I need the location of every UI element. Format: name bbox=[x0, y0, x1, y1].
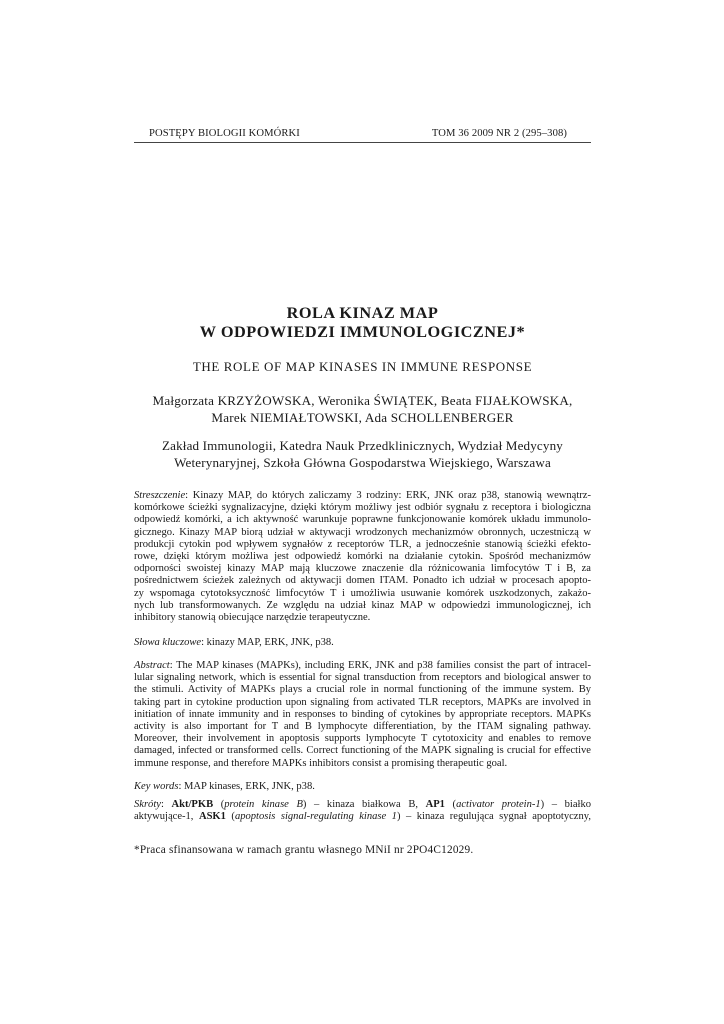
abstract-pl-line: rowe, dzięki którym możliwa jest odpowiedź komórki na działanie cytokin. Spośród mechanizmów bbox=[134, 550, 591, 562]
abstract-en-line: Moreover, their involvement in apoptosis supports lymphocyte T cytotoxicity and enables to remove bbox=[134, 733, 591, 745]
abstract-pl-label: Streszczenie bbox=[134, 490, 186, 501]
authors-line-1: Małgorzata KRZYŻOWSKA, Weronika ŚWIĄTEK, Beata FIJAŁKOWSKA, bbox=[152, 393, 573, 408]
abstract-en-label: Abstract bbox=[134, 660, 170, 671]
abstract-pl-line: gicznego. Kinazy MAP biorą udział w aktywacji wrodzonych mechanizmów obronnych, uczestniczą w bbox=[134, 526, 591, 538]
abbr-term: AP1 bbox=[425, 799, 445, 810]
abstract-pl-line: inhibitory stanowią obiecujące narzędzie terapeutyczne. bbox=[134, 611, 371, 623]
abbr-expansion: activator protein-1 bbox=[456, 799, 541, 810]
abstract-english bbox=[134, 660, 591, 770]
abbr-term: Akt/PKB bbox=[171, 799, 214, 810]
keywords-pl-text: : kinazy MAP, ERK, JNK, p38. bbox=[201, 637, 334, 648]
abbr-expansion: protein kinase B bbox=[224, 799, 303, 810]
abstract-en-line: immune response, and therefore MAPKs inhibitors consist a promising therapeutic goal. bbox=[134, 757, 508, 769]
abstract-en-line: the stimuli. Activity of MAPKs plays a crucial role in normal functioning of the immune system. By bbox=[134, 684, 591, 696]
abbreviations-line: aktywujące-1, ASK1 (apoptosis signal-regulating kinase 1) – kinaza regulująca sygnał apoptotyczny, bbox=[134, 811, 591, 823]
abstract-pl-line: Streszczenie: Kinazy MAP, do których zaliczamy 3 rodziny: ERK, JNK oraz p38, stanowią wewnątrz- bbox=[134, 490, 591, 501]
article-title bbox=[134, 303, 591, 341]
keywords-polish bbox=[134, 637, 591, 649]
abbr-expansion: apoptosis signal-regulating kinase 1 bbox=[234, 811, 397, 823]
abstract-pl-line: odporności swoistej kinazy MAP mają kluczowe znaczenie dla różnicowania limfocytów T i B, za bbox=[134, 563, 591, 575]
abstract-en-line: lular signaling network, which is essential for signal transduction from receptors and biological answer to bbox=[134, 672, 591, 684]
title-line-1: ROLA KINAZ MAP bbox=[286, 303, 439, 322]
volume-info: TOM 36 2009 NR 2 (295–308) bbox=[431, 128, 567, 139]
keywords-english bbox=[134, 781, 591, 793]
keywords-pl-label: Słowa kluczowe bbox=[134, 637, 202, 648]
abstract-en-line: Abstract: The MAP kinases (MAPKs), including ERK, JNK and p38 families consist the part of intracel- bbox=[134, 660, 591, 671]
affiliation bbox=[134, 437, 591, 471]
abstract-pl-line: komórkowe ścieżki sygnalizacyjne, dzięki którym możliwy jest odbiór sygnału z receptora i biologiczna bbox=[134, 502, 591, 514]
affiliation-line-1: Zakład Immunologii, Katedra Nauk Przedklinicznych, Wydział Medycyny bbox=[162, 438, 563, 453]
abbreviations bbox=[134, 799, 591, 823]
title-line-2: W ODPOWIEDZI IMMUNOLOGICZNEJ* bbox=[199, 322, 526, 341]
abstract-pl-line: pośrednictwem ścieżek zależnych od aktywacji domen ITAM. Ponadto ich udział w procesach apopto- bbox=[134, 575, 591, 587]
abstract-polish bbox=[134, 490, 591, 624]
funding-footnote: *Praca sfinansowana w ramach grantu własnego MNiI nr 2PO4C12029. bbox=[134, 844, 474, 856]
abstract-en-line: initiation of innate immunity and in responses to binding of cytokines by appropriate receptors. MAPKs bbox=[134, 708, 591, 720]
english-title: THE ROLE OF MAP KINASES IN IMMUNE RESPONSE bbox=[192, 359, 533, 374]
abbr-term: ASK1 bbox=[198, 811, 226, 823]
abstract-pl-line: odpowiedź komórki, a ich aktywność warunkuje poprawne funkcjonowanie komórek układu immunolo- bbox=[134, 514, 591, 526]
abstract-en-line: taking part in cytokine production upon signaling from activated TLR receptors, MAPKs are involved in bbox=[134, 696, 591, 708]
abstract-en-line: activity is also important for T and B lymphocyte differentiation, by the ITAM signaling pathway. bbox=[134, 720, 591, 732]
keywords-en-label: Key words bbox=[134, 781, 179, 792]
author-list bbox=[134, 393, 591, 426]
authors-line-2: Marek NIEMIAŁTOWSKI, Ada SCHOLLENBERGER bbox=[211, 409, 514, 425]
abstract-pl-line: zy wspomaga cytotoksyczność limfocytów T i umożliwia usuwanie komórek uszkodzonych, zakażo- bbox=[134, 587, 591, 599]
affiliation-line-2: Weterynaryjnej, Szkoła Główna Gospodarstwa Wiejskiego, Warszawa bbox=[174, 455, 551, 470]
abstract-en-line: damaged, infected or transformed cells. Correct functioning of the MAPK signaling is crucial for effective bbox=[134, 745, 591, 757]
keywords-en-text: : MAP kinases, ERK, JNK, p38. bbox=[178, 781, 315, 792]
header-rule bbox=[134, 142, 591, 143]
abbreviations-line: Skróty: Akt/PKB (protein kinase B) – kinaza białkowa B, AP1 (activator protein-1) – białko bbox=[134, 799, 591, 810]
journal-name: POSTĘPY BIOLOGII KOMÓRKI bbox=[149, 128, 300, 139]
abstract-pl-line: nych lub transformowanych. Ze względu na udział kinaz MAP w odpowiedzi immunologicznej, ich bbox=[134, 599, 591, 611]
abbreviations-label: Skróty bbox=[134, 799, 161, 810]
abstract-pl-line: produkcji cytokin pod wpływem sygnałów z receptorów TLR, a jednocześnie stanowią ścieżki efekto- bbox=[134, 538, 591, 550]
